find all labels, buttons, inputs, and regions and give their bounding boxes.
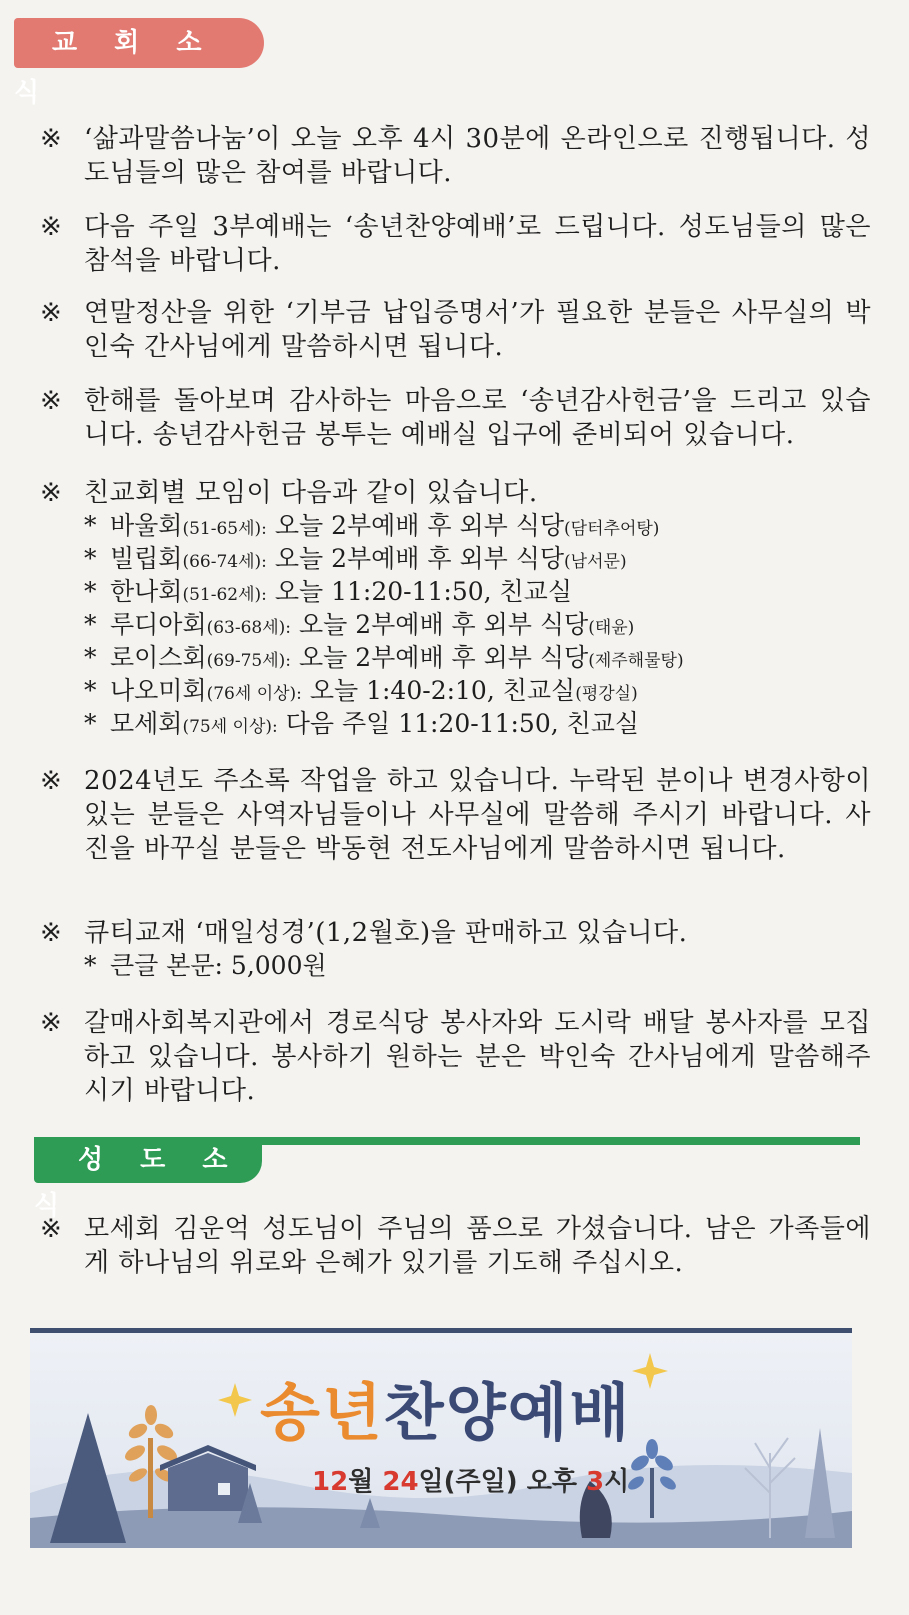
notice-item: [40, 1006, 871, 1108]
notice-item: [40, 210, 871, 278]
banner-title: 송년찬양예배: [260, 1376, 632, 1449]
notice-text: ‘삶과말씀나눔’이 오늘 오후 4시 30분에 온라인으로 진행됩니다. 성도님들의 많은 참여를 바랍니다.: [84, 124, 871, 188]
member-notice-text: 모세회 김운억 성도님이 주님의 품으로 가셨습니다. 남은 가족들에게 하나님의 위로와 은혜가 있기를 기도해 주십시오.: [84, 1214, 871, 1278]
reference-mark-icon: ※: [40, 386, 63, 416]
reference-mark-icon: ※: [40, 918, 63, 948]
group-item-lydia: * 루디아회(63-68세): 오늘 2부예배 후 외부 식당(태윤): [84, 610, 635, 639]
group-item-paul: * 바울회(51-65세): 오늘 2부예배 후 외부 식당(담터추어탕): [84, 511, 660, 540]
notice-text: 갈매사회복지관에서 경로식당 봉사자와 도시락 배달 봉사자를 모집하고 있습니다. 봉사하기 원하는 분은 박인숙 간사님에게 말씀해주시기 바랍니다.: [84, 1008, 871, 1106]
group-item-lois: * 로이스회(69-75세): 오늘 2부예배 후 외부 식당(제주해물탕): [84, 643, 684, 672]
banner-date: 12월 24일(주일) 오후 3시: [312, 1467, 630, 1497]
reference-mark-icon: ※: [40, 1214, 63, 1244]
reference-mark-icon: ※: [40, 766, 63, 796]
reference-mark-icon: ※: [40, 298, 63, 328]
notice-item: [40, 916, 871, 950]
group-item-philip: * 빌립회(66-74세): 오늘 2부예배 후 외부 식당(남서문): [84, 544, 627, 573]
asterisk-icon: *: [84, 951, 97, 980]
reference-mark-icon: ※: [40, 212, 63, 242]
member-notice-item: [40, 1212, 871, 1280]
group-item-moses: * 모세회(75세 이상): 다음 주일 11:20-11:50, 친교실: [84, 709, 640, 738]
asterisk-icon: *: [84, 676, 97, 705]
notice-text: 2024년도 주소록 작업을 하고 있습니다. 누락된 분이나 변경사항이 있는 분들은 사역자님들이나 사무실에 말씀해 주시기 바랍니다. 사진을 바꾸실 분들은 박동현 전도사님에게 말씀하시면 됩니다.: [84, 766, 871, 864]
asterisk-icon: *: [84, 544, 97, 573]
asterisk-icon: *: [84, 643, 97, 672]
group-item-hannah: * 한나회(51-62세): 오늘 11:20-11:50, 친교실: [84, 577, 572, 606]
notice-item: [40, 764, 871, 866]
church-news-header: 교 회 소 식: [14, 18, 264, 68]
notice-text: 연말정산을 위한 ‘기부금 납입증명서’가 필요한 분들은 사무실의 박인숙 간사님에게 말씀하시면 됩니다.: [84, 298, 871, 362]
notice-item: [40, 296, 871, 364]
notice-text: 한해를 돌아보며 감사하는 마음으로 ‘송년감사헌금’을 드리고 있습니다. 송년감사헌금 봉투는 예배실 입구에 준비되어 있습니다.: [84, 386, 871, 450]
notice-item: [40, 122, 871, 190]
notice-item: [40, 476, 871, 510]
notice-text: 친교회별 모임이 다음과 같이 있습니다.: [84, 478, 538, 508]
asterisk-icon: *: [84, 610, 97, 639]
asterisk-icon: *: [84, 577, 97, 606]
notice-text: 큐티교재 ‘매일성경’(1,2월호)을 판매하고 있습니다.: [84, 918, 688, 948]
textbook-detail: * 큰글 본문: 5,000원: [84, 951, 327, 980]
asterisk-icon: *: [84, 709, 97, 738]
notice-text: 다음 주일 3부예배는 ‘송년찬양예배’로 드립니다. 성도님들의 많은 참석을 바랍니다.: [84, 212, 871, 276]
reference-mark-icon: ※: [40, 478, 63, 508]
reference-mark-icon: ※: [40, 124, 63, 154]
asterisk-icon: *: [84, 511, 97, 540]
group-item-naomi: * 나오미회(76세 이상): 오늘 1:40-2:10, 친교실(평강실): [84, 676, 638, 705]
reference-mark-icon: ※: [40, 1008, 63, 1038]
member-news-header: 성 도 소 식: [34, 1137, 262, 1183]
year-end-worship-banner: [30, 1328, 852, 1548]
notice-item: [40, 384, 871, 452]
